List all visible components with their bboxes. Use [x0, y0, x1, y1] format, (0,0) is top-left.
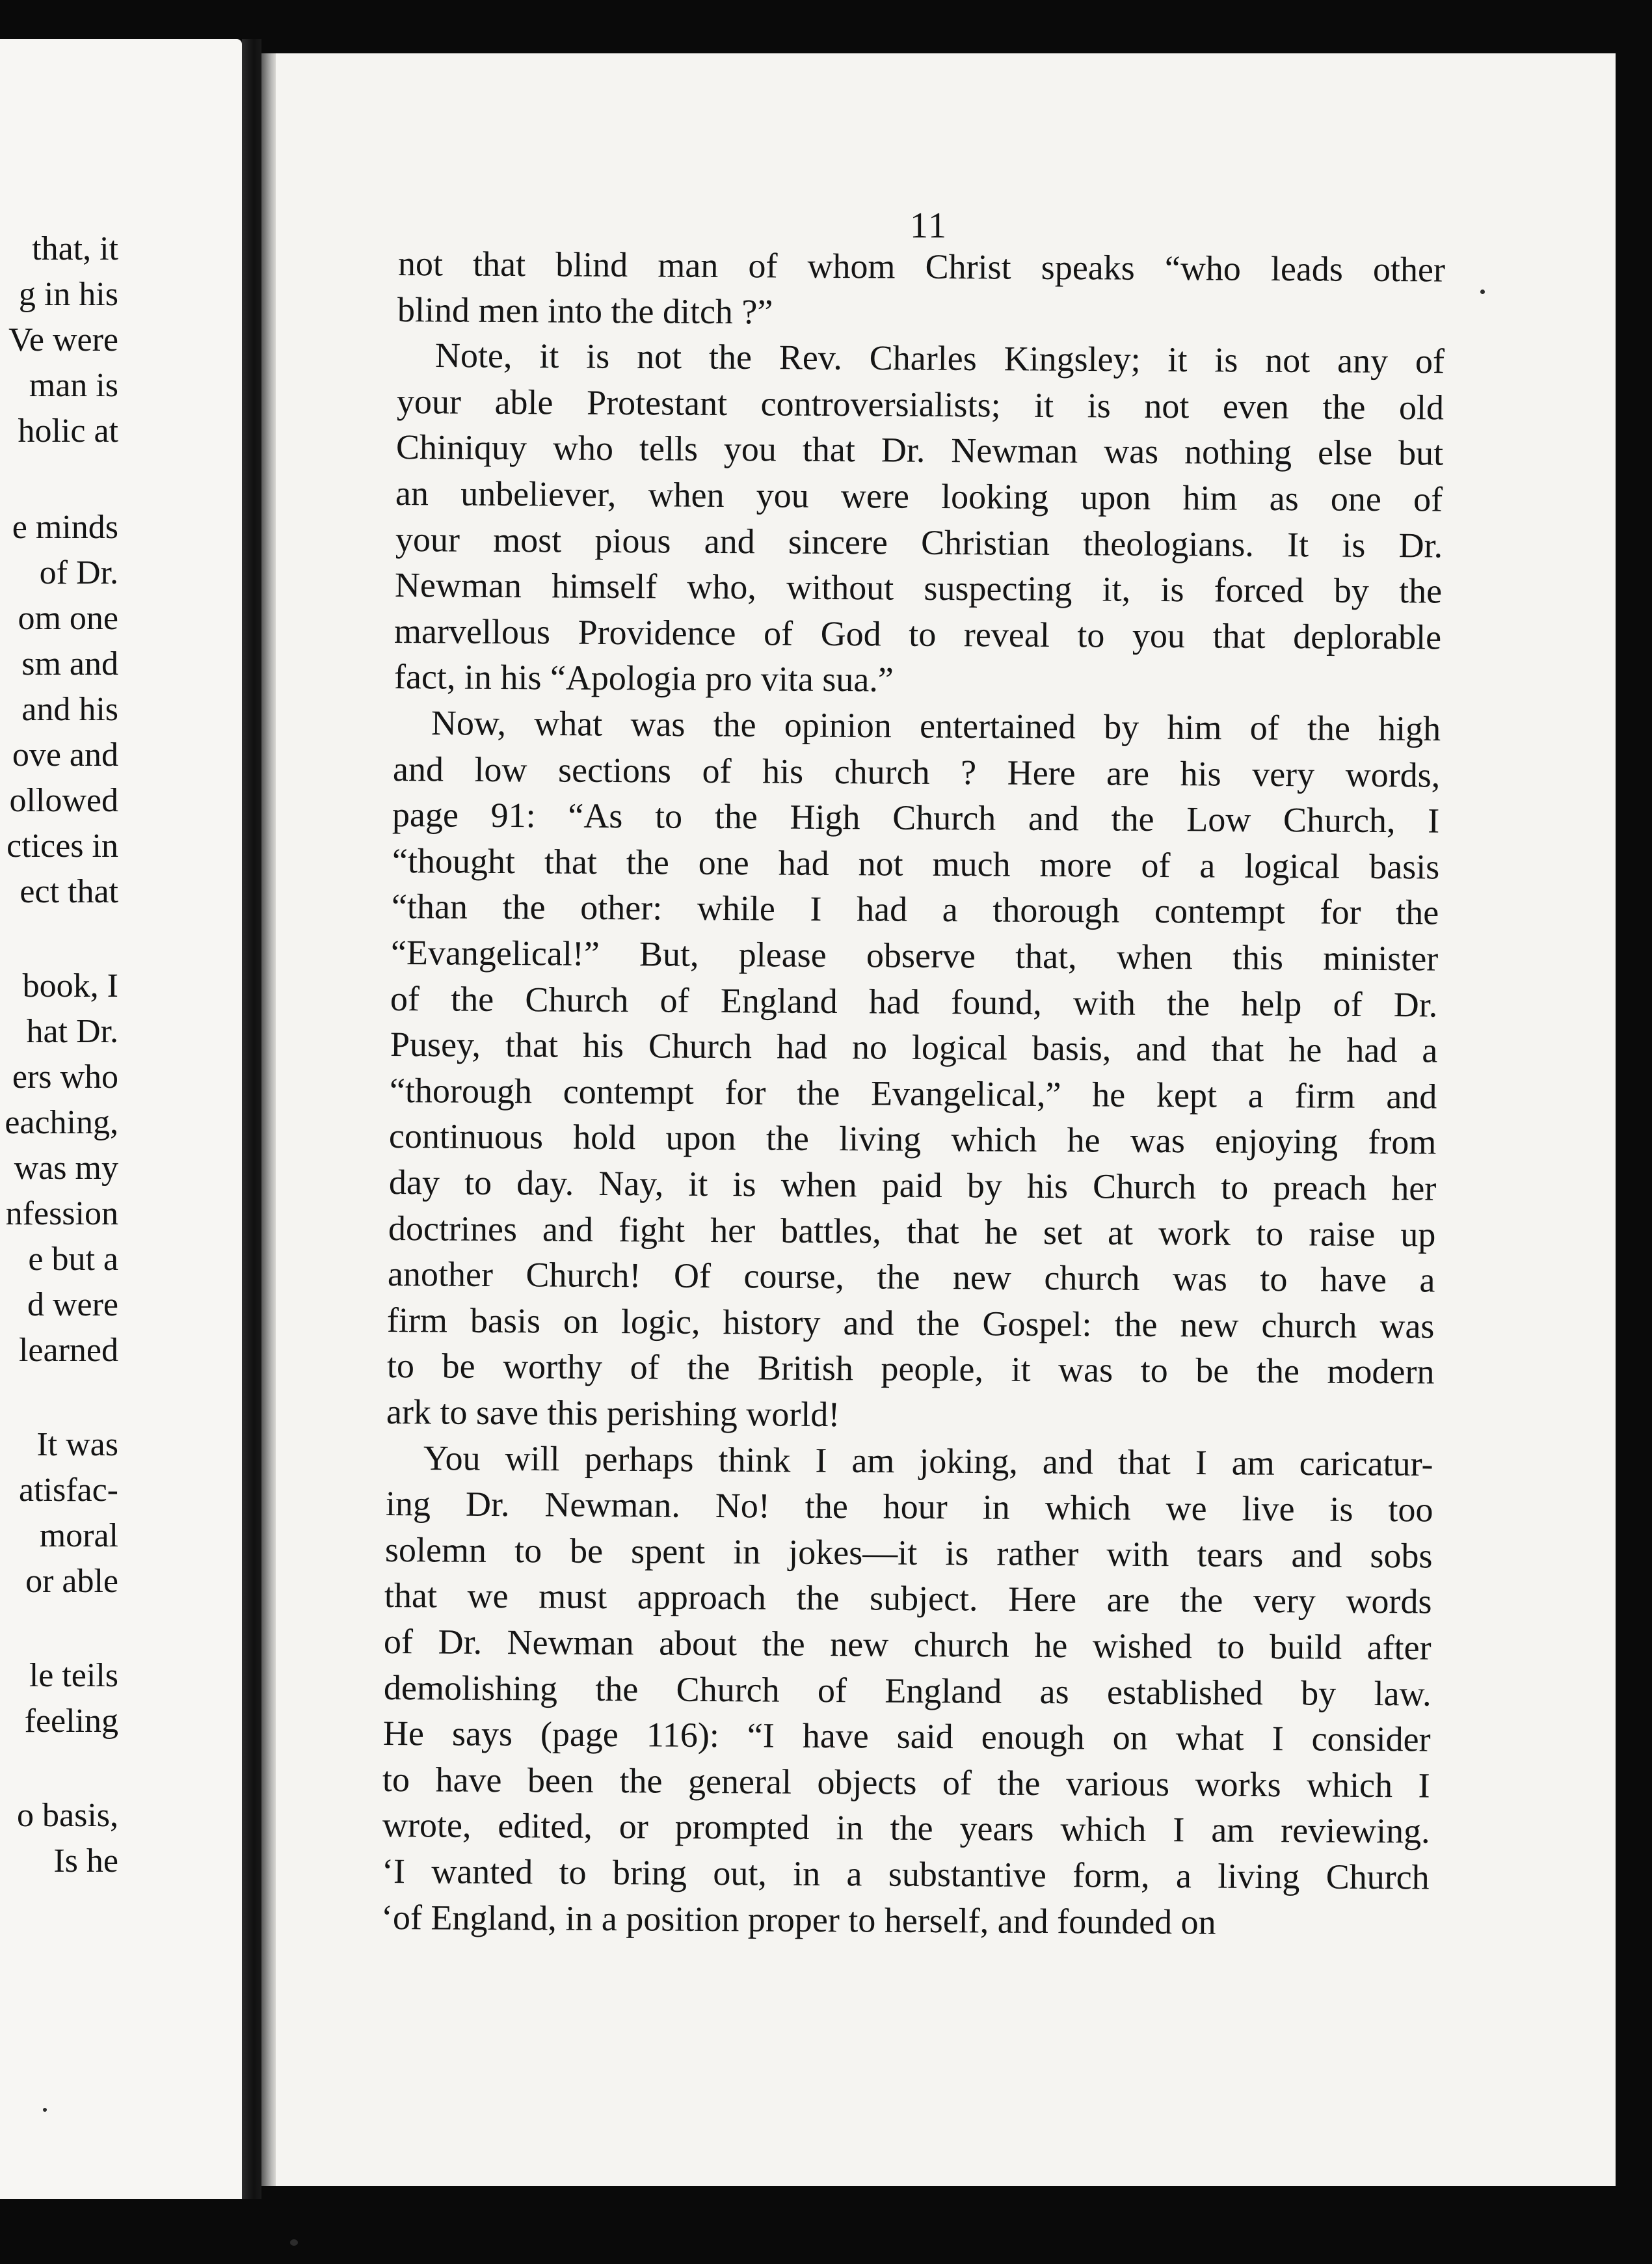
left-page-line: ollowed	[9, 782, 118, 819]
left-page-line: ers who	[12, 1058, 118, 1096]
text-line: of the Church of England had found, with the help of Dr.	[390, 978, 1438, 1025]
left-page-line: that, it	[32, 230, 118, 267]
text-line: blind men into the ditch ?”	[397, 290, 773, 332]
left-page-line: sm and	[21, 645, 118, 682]
text-line: Pusey, that his Church had no logical basis, and that he had a	[390, 1025, 1438, 1070]
text-line: firm basis on logic, history and the Gospel: the new church was	[387, 1300, 1435, 1346]
text-line: “than the other: while I had a thorough contempt for the	[391, 887, 1439, 932]
left-page-line: holic at	[18, 412, 118, 450]
text-line: Newman himself who, without suspecting it, is forced by the	[394, 565, 1443, 611]
left-page-line: and his	[21, 691, 118, 728]
left-page-line: g in his	[18, 276, 118, 313]
text-line: day to day. Nay, it is when paid by his Church to preach her	[388, 1163, 1437, 1208]
text-line: demolishing the Church of England as established by law.	[383, 1667, 1432, 1714]
left-page-line: moral	[39, 1517, 118, 1554]
left-page-line: hat Dr.	[26, 1013, 118, 1050]
text-line: He says (page 116): “I have said enough on what I consider	[382, 1714, 1431, 1759]
text-line: to be worthy of the British people, it was to be the modern	[386, 1346, 1435, 1392]
text-line: ing Dr. Newman. No! the hour in which we live is too	[385, 1484, 1433, 1530]
text-line: Note, it is not the Rev. Charles Kingsley; it is not any of	[434, 336, 1445, 381]
left-page-line: om one	[18, 600, 118, 637]
text-line: another Church! Of course, the new church was to have a	[387, 1254, 1435, 1300]
text-line: Chiniquy who tells you that Dr. Newman was nothing else but	[395, 427, 1444, 473]
text-line: Now, what was the opinion entertained by him of the high	[431, 703, 1441, 749]
text-line: doctrines and fight her battles, that he set at work to raise up	[388, 1208, 1436, 1254]
text-line: “thought that the one had not much more of a logical basis	[392, 841, 1440, 887]
text-line: continuous hold upon the living which he was enjoying from	[389, 1116, 1437, 1162]
left-page-line: or able	[25, 1563, 118, 1600]
text-line: page 91: “As to the High Church and the Low Church, I	[392, 795, 1440, 841]
left-page-line: ove and	[12, 736, 118, 774]
left-page-line: learned	[18, 1332, 118, 1369]
text-line: “thorough contempt for the Evangelical,” he kept a firm and	[389, 1070, 1437, 1116]
text-line: fact, in his “Apologia pro vita sua.”	[393, 657, 894, 699]
speck	[1480, 290, 1485, 294]
left-page-line: Is he	[53, 1842, 118, 1880]
left-page-line: of Dr.	[39, 554, 118, 591]
left-page-line: eaching,	[5, 1104, 118, 1141]
left-page-line: ctices in	[7, 828, 118, 865]
text-line: ‘of England, in a position proper to herself, and founded on	[380, 1897, 1216, 1942]
speck	[43, 2108, 47, 2112]
text-line: ‘I wanted to bring out, in a substantive form, a living Church	[381, 1852, 1430, 1897]
left-page-line: d were	[27, 1286, 118, 1323]
text-line: “Evangelical!” But, please observe that, when this minister	[391, 933, 1439, 978]
text-line: wrote, edited, or prompted in the years which I am reviewing.	[382, 1805, 1430, 1851]
text-line: not that blind man of whom Christ speaks “who leads other	[397, 244, 1446, 290]
text-line: and low sections of his church ? Here are his very words,	[392, 749, 1441, 795]
left-page-line: le teils	[29, 1657, 118, 1694]
text-line: your most pious and sincere Christian theologians. It is Dr.	[395, 519, 1443, 565]
left-page-line: book, I	[22, 967, 118, 1004]
text-line: that we must approach the subject. Here are the very words	[384, 1576, 1432, 1621]
left-page-line: It was	[36, 1426, 118, 1463]
left-page-line: e but a	[28, 1241, 118, 1278]
left-page-line: ect that	[20, 873, 118, 910]
left-page-line: Ve were	[8, 321, 118, 358]
left-page-line: man is	[29, 367, 118, 404]
text-line: You will perhaps think I am joking, and that I am caricatur-	[423, 1438, 1433, 1483]
speck	[290, 2239, 298, 2246]
text-line: ark to save this perishing world!	[386, 1392, 840, 1435]
text-line: of Dr. Newman about the new church he wished to build after	[384, 1622, 1432, 1667]
text-line: an unbeliever, when you were looking upon him as one of	[395, 474, 1443, 519]
text-line: solemn to be spent in jokes—it is rather with tears and sobs	[384, 1530, 1433, 1576]
left-page-line: e minds	[12, 509, 118, 546]
left-page-line: nfession	[5, 1195, 118, 1232]
text-line: your able Protestant controversialists; it is not even the old	[396, 381, 1445, 427]
left-page-line: o basis,	[17, 1797, 118, 1834]
text-line: to have been the general objects of the various works which I	[382, 1759, 1431, 1805]
left-page-line: was my	[14, 1150, 118, 1187]
left-page-line: atisfac-	[18, 1472, 118, 1509]
page-number: 11	[910, 206, 948, 246]
left-page-line: feeling	[24, 1703, 118, 1740]
text-line: marvellous Providence of God to reveal to you that deplorable	[394, 611, 1442, 657]
